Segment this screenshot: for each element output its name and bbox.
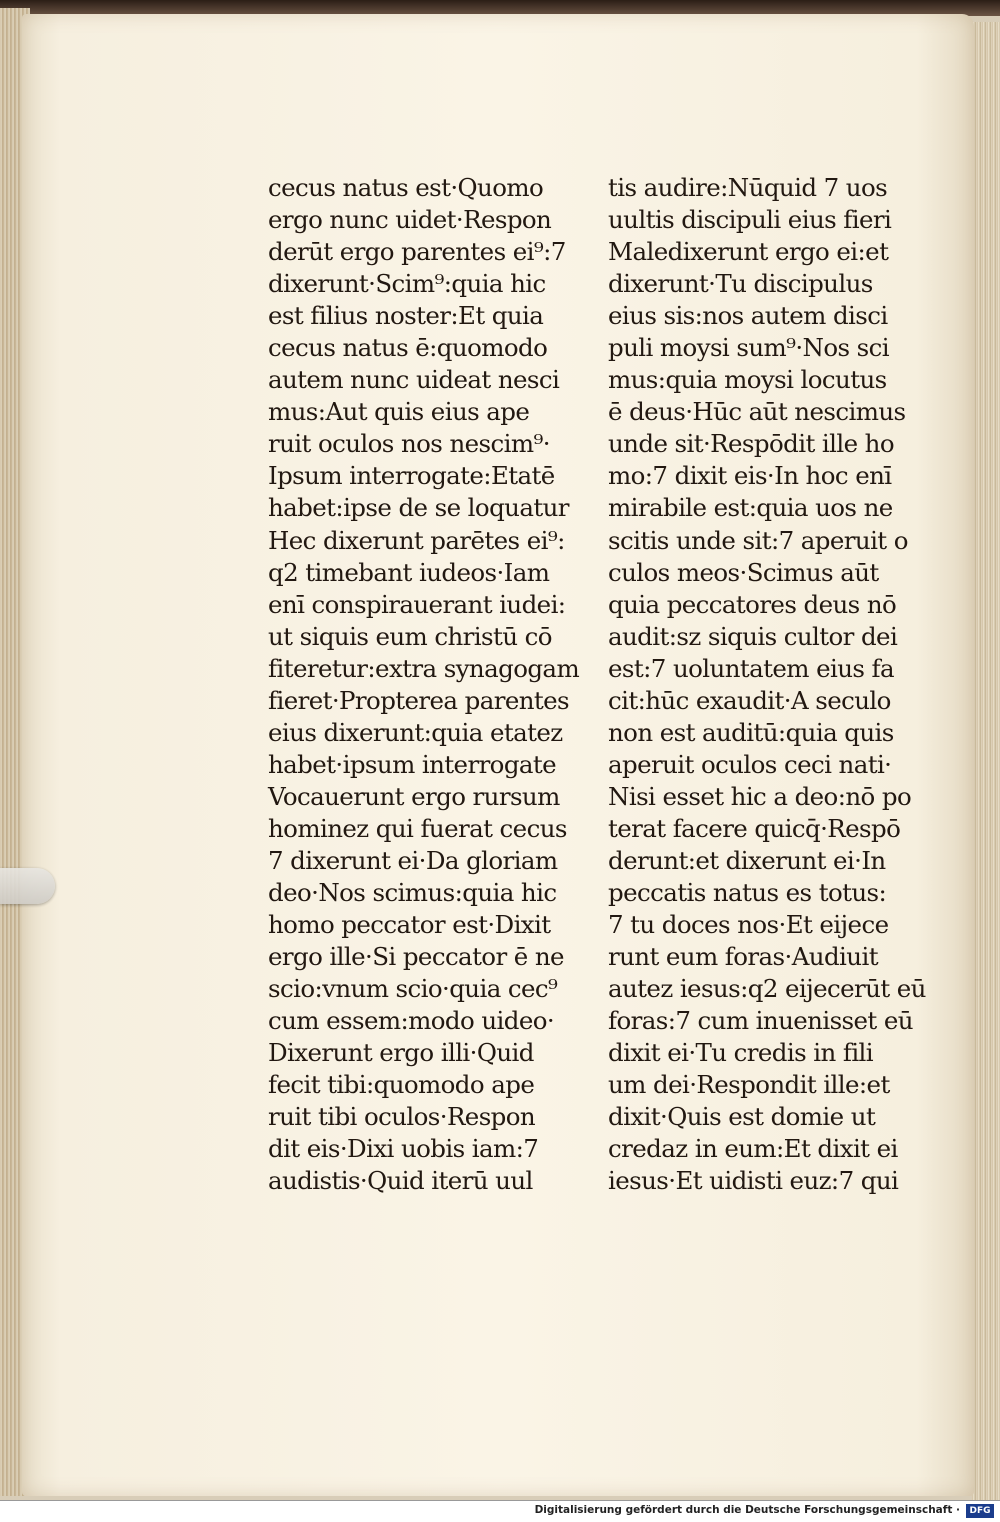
text-line: cecus natus est·Quomo [268, 173, 544, 202]
text-line: um dei·Respondit ille:et [608, 1070, 890, 1100]
text-line: puli moysi sum⁹·Nos sci [608, 333, 890, 363]
text-line: mus:quia moysi locutus [608, 365, 887, 395]
text-line: peccatis natus es totus: [608, 878, 887, 908]
text-line: audistis·Quid iterū uul [268, 1166, 533, 1196]
text-line: ergo ille·Si peccator ē ne [268, 942, 564, 972]
text-line: Ipsum interrogate:Etatē [268, 461, 555, 491]
text-line: mo:7 dixit eis·In hoc enī [608, 461, 892, 491]
text-line: audit:sz siquis cultor dei [608, 621, 898, 651]
text-line: ruit oculos nos nescim⁹· [268, 429, 550, 459]
text-line: credaz in eum:Et dixit ei [608, 1134, 898, 1164]
text-line: cecus natus ē:quomodo [268, 333, 548, 363]
text-line: ergo nunc uidet·Respon [268, 205, 552, 235]
text-column-left [268, 172, 580, 1198]
text-line: Hec dixerunt parētes ei⁹: [268, 525, 565, 555]
text-line: runt eum foras·Audiuit [608, 942, 878, 972]
text-line: autez iesus:q2 eijecerūt eū [608, 974, 926, 1004]
text-line: scitis unde sit:7 aperuit o [608, 525, 908, 555]
text-line: Maledixerunt ergo ei:et [608, 237, 889, 267]
text-line: terat facere quicq̄·Respō [608, 813, 901, 843]
text-line: hominez qui fuerat cecus [268, 813, 567, 843]
footer-bar [0, 1500, 1000, 1522]
text-line: non est auditū:quia quis [608, 717, 894, 747]
text-line: est filius noster:Et quia [268, 301, 544, 331]
text-line: fecit tibi:quomodo ape [268, 1070, 535, 1100]
text-line: scio:vnum scio·quia cec⁹ [268, 974, 558, 1004]
dfg-logo: DFG [966, 1504, 994, 1518]
text-line: 7 tu doces nos·Et eijece [608, 910, 889, 940]
text-line: dixerunt·Tu discipulus [608, 269, 873, 299]
text-line: mirabile est:quia uos ne [608, 493, 893, 523]
text-line: ut siquis eum christū cō [268, 621, 552, 651]
text-column-right [608, 172, 926, 1198]
text-line: Nisi esset hic a deo:nō po [608, 781, 912, 811]
text-line: dit eis·Dixi uobis iam:7 [268, 1134, 539, 1164]
text-line: habet·ipsum interrogate [268, 749, 557, 779]
bookmark-clip [0, 868, 55, 904]
text-line: eius dixerunt:quia etatez [268, 717, 563, 747]
text-line: homo peccator est·Dixit [268, 910, 551, 940]
digitization-credit: Digitalisierung gefördert durch die Deutsche Forschungsgemeinschaft · [534, 1504, 960, 1516]
text-line: Dixerunt ergo illi·Quid [268, 1038, 534, 1068]
text-line: dixit·Quis est domie ut [608, 1102, 876, 1132]
text-line: mus:Aut quis eius ape [268, 397, 530, 427]
text-line: cum essem:modo uideo· [268, 1006, 555, 1036]
text-line: dixerunt·Scim⁹:quia hic [268, 269, 546, 299]
text-line: fiteretur:extra synagogam [268, 653, 580, 683]
text-line: derūt ergo parentes ei⁹:7 [268, 237, 566, 267]
text-line: derunt:et dixerunt ei·In [608, 845, 886, 875]
text-line: uultis discipuli eius fieri [608, 205, 892, 235]
text-line: habet:ipse de se loquatur [268, 493, 569, 523]
text-line: eius sis:nos autem disci [608, 301, 888, 331]
text-line: culos meos·Scimus aūt [608, 557, 879, 587]
text-line: unde sit·Respōdit ille ho [608, 429, 894, 459]
text-line: q2 timebant iudeos·Iam [268, 557, 550, 587]
text-line: ruit tibi oculos·Respon [268, 1102, 536, 1132]
text-line: enī conspirauerant iudei: [268, 589, 566, 619]
text-line: cit:hūc exaudit·A seculo [608, 685, 891, 715]
text-line: iesus·Et uidisti euz:7 qui [608, 1166, 899, 1196]
text-line: fieret·Propterea parentes [268, 685, 570, 715]
text-line: autem nunc uideat nesci [268, 365, 560, 395]
text-line: 7 dixerunt ei·Da gloriam [268, 845, 558, 875]
text-line: deo·Nos scimus:quia hic [268, 878, 557, 908]
text-line: Vocauerunt ergo rursum [268, 781, 560, 811]
text-line: quia peccatores deus nō [608, 589, 897, 619]
text-line: tis audire:Nūquid 7 uos [608, 173, 888, 202]
text-line: ē deus·Hūc aūt nescimus [608, 397, 906, 427]
text-line: foras:7 cum inuenisset eū [608, 1006, 913, 1036]
page-edges-right [972, 22, 1000, 1500]
text-line: dixit ei·Tu credis in fili [608, 1038, 874, 1068]
text-line: est:7 uoluntatem eius fa [608, 653, 895, 683]
text-line: aperuit oculos ceci nati· [608, 749, 892, 779]
